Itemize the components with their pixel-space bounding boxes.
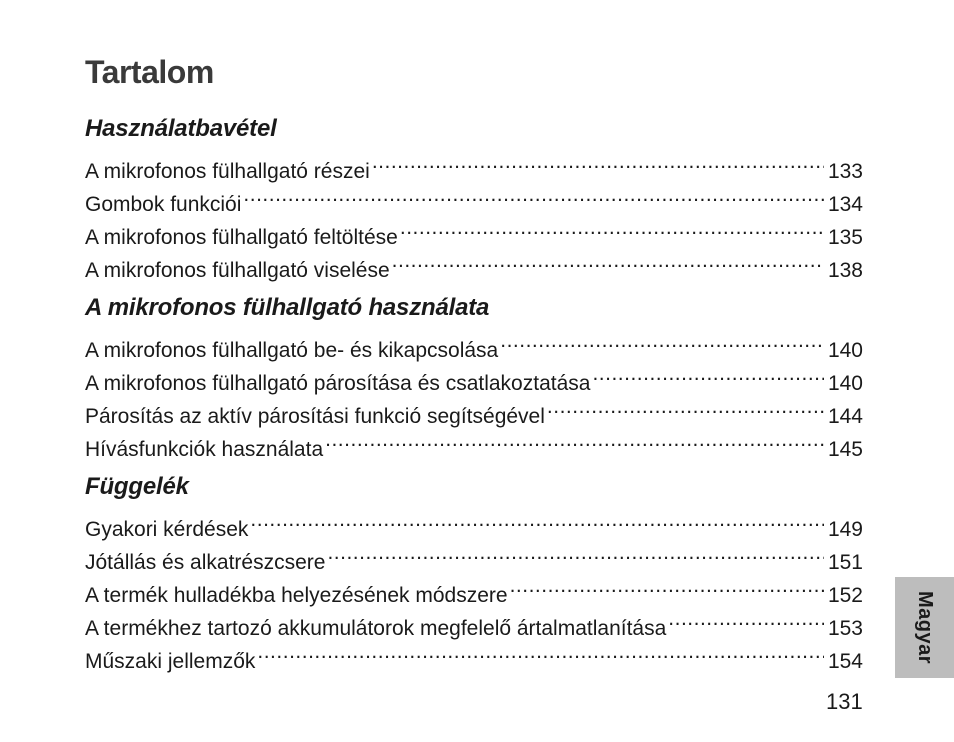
section-heading: A mikrofonos fülhallgató használata [85, 294, 490, 321]
dot-leader [327, 536, 824, 569]
toc-entry-page: 134 [827, 193, 863, 216]
dot-leader [372, 145, 824, 178]
toc-entry-label: Gombok funkciói [85, 193, 242, 216]
dot-leader [668, 602, 824, 635]
toc-entry-label: A termékhez tartozó akkumulátorok megfelelő ártalmatlanítása [85, 617, 667, 640]
toc-section-appendix [85, 471, 863, 673]
dot-leader [243, 178, 824, 211]
toc-entry-label: A termék hulladékba helyezésének módszere [85, 584, 508, 607]
toc-entry-label: A mikrofonos fülhallgató be- és kikapcsolása [85, 339, 499, 362]
section-heading: Használatbavétel [85, 115, 277, 142]
toc-section-using-headset [85, 292, 863, 461]
toc-entry-label: Hívásfunkciók használata [85, 438, 324, 461]
dot-leader [510, 569, 824, 602]
toc-entry-page: 149 [827, 518, 863, 541]
toc-entry-page: 153 [827, 617, 863, 640]
dot-leader [325, 423, 824, 456]
toc-entry-page: 138 [827, 259, 863, 282]
section-heading: Függelék [85, 473, 189, 500]
toc-entry[interactable] [85, 324, 863, 362]
dot-leader [257, 635, 824, 668]
language-tab [895, 577, 954, 678]
dot-leader [592, 357, 824, 390]
toc-section-getting-started [85, 113, 863, 282]
toc-entry-label: Párosítás az aktív párosítási funkció segítségével [85, 405, 545, 428]
toc-entry-page: 133 [827, 160, 863, 183]
toc-entry[interactable] [85, 145, 863, 183]
toc-entry-page: 135 [827, 226, 863, 249]
language-tab-label: Magyar [914, 590, 936, 665]
toc-entry-page: 140 [827, 372, 863, 395]
toc-entry-page: 154 [827, 650, 863, 673]
toc-entry-page: 152 [827, 584, 863, 607]
toc-entry-page: 145 [827, 438, 863, 461]
dot-leader [250, 503, 824, 536]
page-title: Tartalom [85, 54, 214, 90]
toc-entry-page: 144 [827, 405, 863, 428]
toc-entry-label: A mikrofonos fülhallgató viselése [85, 259, 390, 282]
dot-leader [500, 324, 824, 357]
toc-entry-label: A mikrofonos fülhallgató részei [85, 160, 370, 183]
page-number: 131 [826, 689, 863, 714]
dot-leader [392, 244, 824, 277]
dot-leader [547, 390, 824, 423]
toc-entry[interactable] [85, 503, 863, 541]
toc-entry-page: 151 [827, 551, 863, 574]
toc-entry-label: A mikrofonos fülhallgató párosítása és csatlakoztatása [85, 372, 591, 395]
toc-entry-label: Jótállás és alkatrészcsere [85, 551, 326, 574]
toc-entry-label: Műszaki jellemzők [85, 650, 256, 673]
toc-entry-label: A mikrofonos fülhallgató feltöltése [85, 226, 398, 249]
table-of-contents [85, 110, 863, 673]
toc-entry-page: 140 [827, 339, 863, 362]
dot-leader [400, 211, 824, 244]
toc-entry-label: Gyakori kérdések [85, 518, 249, 541]
